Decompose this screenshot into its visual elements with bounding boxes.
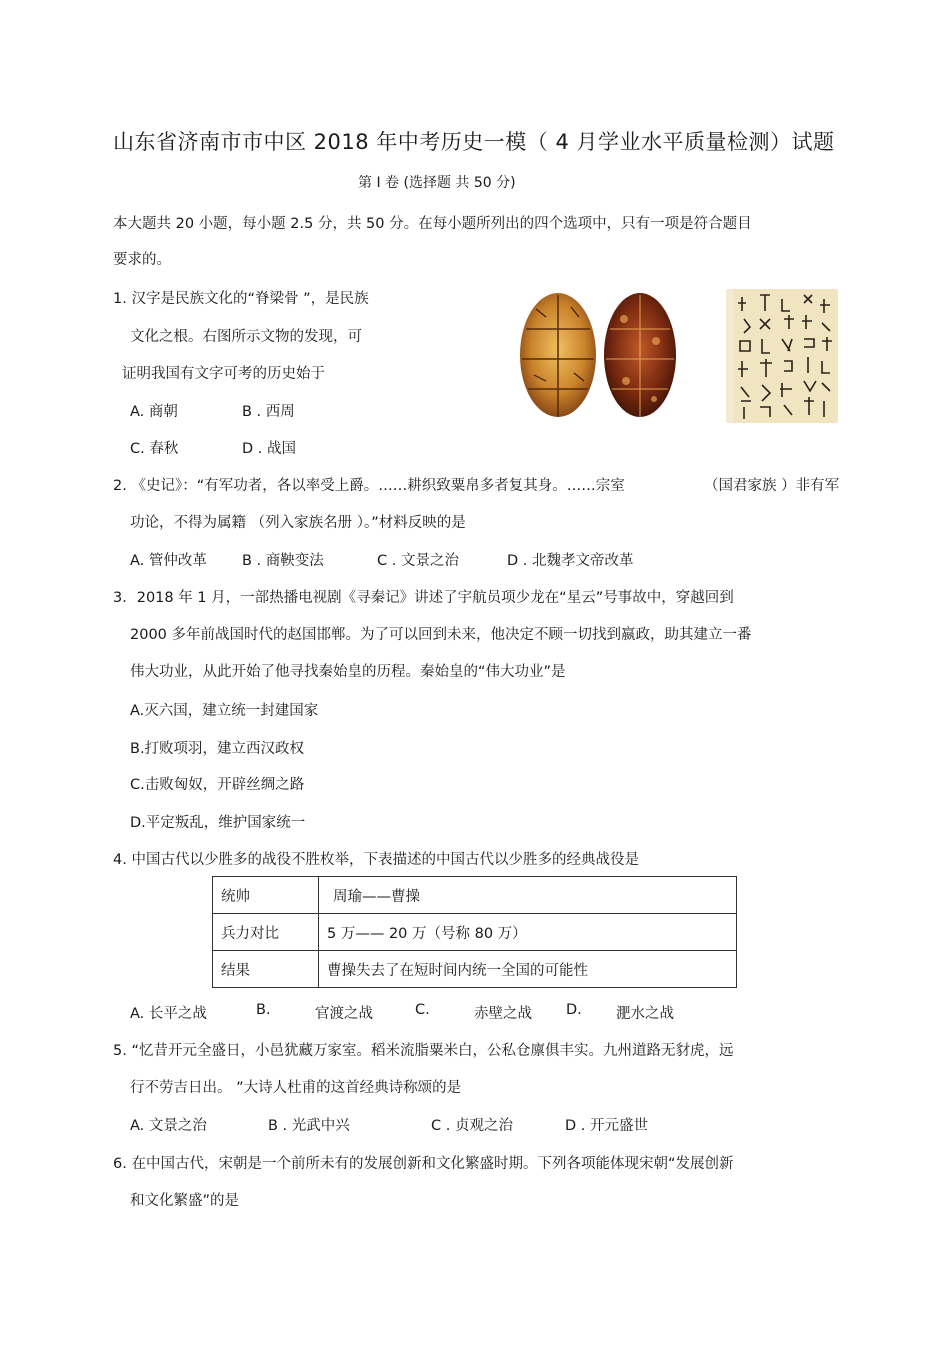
- q2-option-d[interactable]: D . 北魏孝文帝改革: [507, 553, 634, 569]
- instructions-line-1: 本大题共 20 小题，每小题 2.5 分，共 50 分。在每小题所列出的四个选项中，只有一项是符合题目: [113, 216, 752, 232]
- q5-option-c[interactable]: C . 贞观之治: [431, 1118, 513, 1134]
- q5-line-2: 行不劳吉日出。 ”大诗人杜甫的这首经典诗称颂的是: [130, 1080, 462, 1096]
- q1-line-1: 1. 汉字是民族文化的“脊梁骨 ”，是民族: [113, 291, 369, 307]
- table-cell-label: 兵力对比: [213, 914, 319, 951]
- q2-option-b[interactable]: B . 商鞅变法: [242, 553, 324, 569]
- q4-option-d-letter[interactable]: D.: [566, 1002, 582, 1018]
- oracle-rubbing: [734, 289, 838, 423]
- q3-option-c[interactable]: C.击败匈奴，开辟丝绸之路: [130, 777, 305, 793]
- q5-option-b[interactable]: B . 光武中兴: [268, 1118, 350, 1134]
- page-title: 山东省济南市市中区 2018 年中考历史一模（ 4 月学业水平质量检测）试题: [113, 130, 835, 154]
- section-subtitle: 第 I 卷 (选择题 共 50 分): [358, 175, 516, 191]
- q1-option-b[interactable]: B . 西周: [242, 404, 295, 420]
- q1-line-2: 文化之根。右图所示文物的发现，可: [130, 329, 362, 345]
- oracle-bone-illustration: [516, 289, 838, 423]
- q4-option-b-letter[interactable]: B.: [256, 1002, 271, 1018]
- table-row: [213, 877, 737, 914]
- q1-line-3: 证明我国有文字可考的历史始于: [122, 366, 325, 382]
- q4-option-c[interactable]: 赤壁之战: [474, 1006, 532, 1022]
- table-cell-value: 曹操失去了在短时间内统一全国的可能性: [319, 951, 737, 988]
- q2-option-a[interactable]: A. 管仲改革: [130, 553, 207, 569]
- oracle-bone-image: [516, 289, 838, 423]
- instructions-line-2: 要求的。: [113, 252, 171, 268]
- table-row: [213, 914, 737, 951]
- q3-option-d[interactable]: D.平定叛乱，维护国家统一: [130, 815, 306, 831]
- table-cell-value: 周瑜——曹操: [319, 877, 737, 914]
- battle-table: [212, 876, 737, 988]
- q3-line-3: 伟大功业，从此开始了他寻找秦始皇的历程。秦始皇的“伟大功业”是: [130, 664, 566, 680]
- q4-stem: 4. 中国古代以少胜多的战役不胜枚举，下表描述的中国古代以少胜多的经典战役是: [113, 852, 639, 868]
- q3-line-2: 2000 多年前战国时代的赵国邯郸。为了可以回到未来，他决定不顾一切找到嬴政，助其建立一番: [130, 627, 752, 643]
- q2-line-1: 2. 《史记》：“有军功者，各以率受上爵。……耕织致粟帛多者复其身。……宗室: [113, 478, 625, 494]
- q1-option-a[interactable]: A. 商朝: [130, 404, 178, 420]
- q4-option-b[interactable]: 官渡之战: [315, 1006, 373, 1022]
- q2-line-2: 功论，不得为属籍 （列入家族名册 ）。”材料反映的是: [130, 515, 466, 531]
- q1-option-d[interactable]: D . 战国: [242, 441, 296, 457]
- q3-option-a[interactable]: A.灭六国，建立统一封建国家: [130, 703, 319, 719]
- q5-option-a[interactable]: A. 文景之治: [130, 1118, 207, 1134]
- q4-option-a[interactable]: A. 长平之战: [130, 1006, 207, 1022]
- q4-option-c-letter[interactable]: C.: [415, 1002, 430, 1018]
- q5-option-d[interactable]: D . 开元盛世: [565, 1118, 648, 1134]
- q3-option-b[interactable]: B.打败项羽，建立西汉政权: [130, 741, 305, 757]
- q6-line-1: 6. 在中国古代，宋朝是一个前所未有的发展创新和文化繁盛时期。下列各项能体现宋朝“发展创新: [113, 1156, 734, 1172]
- q2-line-1b: （国君家族 ）非有军: [704, 478, 840, 494]
- q4-option-d[interactable]: 淝水之战: [616, 1006, 674, 1022]
- q3-line-1: 3．2018 年 1 月，一部热播电视剧《寻秦记》讲述了宇航员项少龙在“星云”号事故中，穿越回到: [113, 590, 734, 606]
- q5-line-1: 5. “忆昔开元全盛日，小邑犹藏万家室。稻米流脂粟米白，公私仓廪俱丰实。九州道路无豺虎，远: [113, 1043, 734, 1059]
- q6-line-2: 和文化繁盛”的是: [130, 1193, 240, 1209]
- q2-option-c[interactable]: C . 文景之治: [377, 553, 459, 569]
- table-cell-label: 结果: [213, 951, 319, 988]
- table-cell-value: 5 万—— 20 万（号称 80 万）: [319, 914, 737, 951]
- table-row: [213, 951, 737, 988]
- table-cell-label: 统帅: [213, 877, 319, 914]
- q1-option-c[interactable]: C. 春秋: [130, 441, 179, 457]
